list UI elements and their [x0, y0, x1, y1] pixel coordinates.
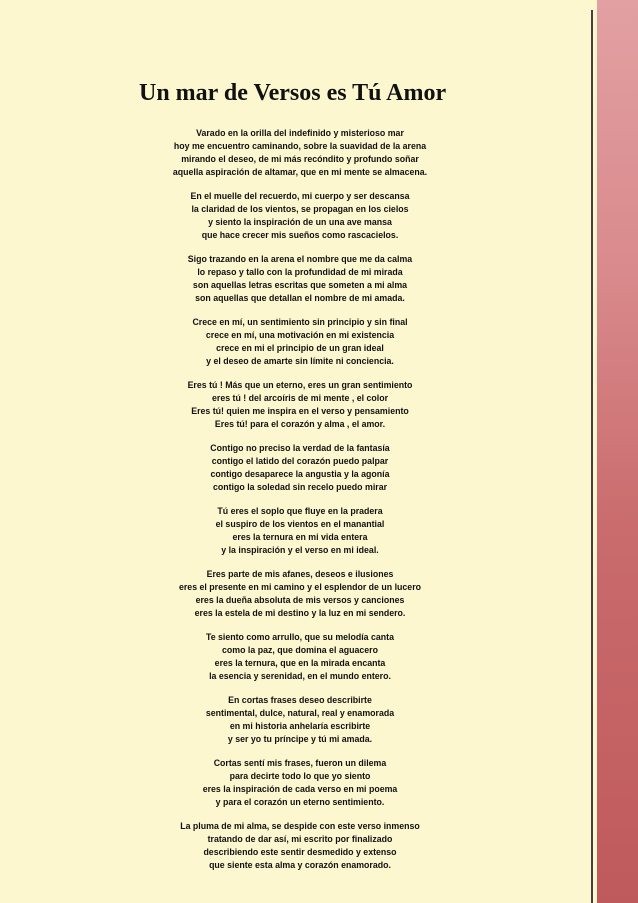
verse-line: como la paz, que domina el aguacero — [222, 645, 378, 655]
verse-line: y el deseo de amarte sin límite ni conciencia. — [206, 356, 394, 366]
verse-line: para decirte todo lo que yo siento — [229, 771, 371, 781]
verse-line: tratando de dar así, mi escrito por finalizado — [207, 834, 393, 844]
verse-line: Contigo no preciso la verdad de la fantasía — [210, 443, 390, 453]
verse-line: Cortas sentí mis frases, fueron un dilema — [213, 758, 387, 768]
verse-line: Eres tú! quien me inspira en el verso y pensamiento — [191, 406, 409, 416]
verse-line: sentimental, dulce, natural, real y enamorada — [205, 708, 395, 718]
verse-line: En cortas frases deseo describirte — [228, 695, 372, 705]
verse-line: eres tú ! del arcoíris de mi mente , el color — [212, 393, 388, 403]
verse-line: Te siento como arrullo, que su melodía canta — [205, 632, 395, 642]
stanza — [140, 568, 460, 620]
stanza — [140, 505, 460, 557]
stanza — [140, 694, 460, 746]
poem-body — [140, 127, 460, 883]
verse-line: y para el corazón un eterno sentimiento. — [215, 797, 385, 807]
verse-line: en mi historia anhelaría escribirte — [229, 721, 371, 731]
decorative-side-band — [597, 0, 638, 903]
verse-line: lo repaso y tallo con la profundidad de mi mirada — [197, 267, 403, 277]
verse-line: contigo desaparece la angustia y la agonía — [210, 469, 390, 479]
poem-title: Un mar de Versos es Tú Amor — [139, 80, 447, 106]
verse-line: la esencia y serenidad, en el mundo entero. — [209, 671, 391, 681]
verse-line: mirando el deseo, de mi más recóndito y profundo soñar — [181, 154, 419, 164]
verse-line: eres la ternura, que en la mirada encanta — [214, 658, 386, 668]
verse-line: Eres tú ! Más que un eterno, eres un gran sentimiento — [187, 380, 413, 390]
stanza — [140, 316, 460, 368]
verse-line: eres la estela de mi destino y la luz en mi sendero. — [194, 608, 406, 618]
stanza — [140, 631, 460, 683]
verse-line: describiendo este sentir desmedido y extenso — [203, 847, 397, 857]
verse-line: Eres parte de mis afanes, deseos e ilusiones — [206, 569, 394, 579]
stanza — [140, 190, 460, 242]
verse-line: y siento la inspiración de un una ave mansa — [208, 217, 392, 227]
verse-line: hoy me encuentro caminando, sobre la suavidad de la arena — [173, 141, 427, 151]
verse-line: y la inspiración y el verso en mi ideal. — [221, 545, 379, 555]
stanza — [140, 127, 460, 179]
verse-line: Eres tú! para el corazón y alma , el amor. — [214, 419, 386, 429]
verse-line: eres la dueña absoluta de mis versos y canciones — [195, 595, 405, 605]
verse-line: contigo el latido del corazón puedo palpar — [211, 456, 389, 466]
verse-line: aquella aspiración de altamar, que en mi mente se almacena. — [172, 167, 428, 177]
verse-line: eres la ternura en mi vida entera — [232, 532, 368, 542]
verse-line: son aquellas letras escritas que someten a mi alma — [192, 280, 408, 290]
stanza — [140, 820, 460, 872]
verse-line: crece en mi el principio de un gran ideal — [216, 343, 384, 353]
verse-line: La pluma de mi alma, se despide con este verso inmenso — [180, 821, 420, 831]
verse-line: contigo la soledad sin recelo puedo mirar — [212, 482, 388, 492]
verse-line: y ser yo tu príncipe y tú mi amada. — [227, 734, 373, 744]
verse-line: la claridad de los vientos, se propagan en los cielos — [191, 204, 409, 214]
stanza — [140, 253, 460, 305]
verse-line: son aquellas que detallan el nombre de mi amada. — [195, 293, 405, 303]
verse-line: crece en mí, una motivación en mi existencia — [205, 330, 395, 340]
verse-line: Tú eres el soplo que fluye en la pradera — [217, 506, 383, 516]
verse-line: que hace crecer mis sueños como rascacielos. — [201, 230, 399, 240]
verse-line: el suspiro de los vientos en el manantial — [215, 519, 385, 529]
verse-line: Sigo trazando en la arena el nombre que me da calma — [187, 254, 413, 264]
verse-line: eres el presente en mi camino y el esplendor de un lucero — [178, 582, 421, 592]
stanza — [140, 442, 460, 494]
verse-line: eres la inspiración de cada verso en mi poema — [202, 784, 398, 794]
verse-line: que siente esta alma y corazón enamorado. — [209, 860, 391, 870]
margin-rule — [591, 10, 593, 903]
verse-line: Crece en mí, un sentimiento sin principio y sin final — [192, 317, 408, 327]
verse-line: En el muelle del recuerdo, mi cuerpo y ser descansa — [190, 191, 410, 201]
stanza — [140, 757, 460, 809]
verse-line: Varado en la orilla del indefinido y misterioso mar — [196, 128, 404, 138]
stanza — [140, 379, 460, 431]
